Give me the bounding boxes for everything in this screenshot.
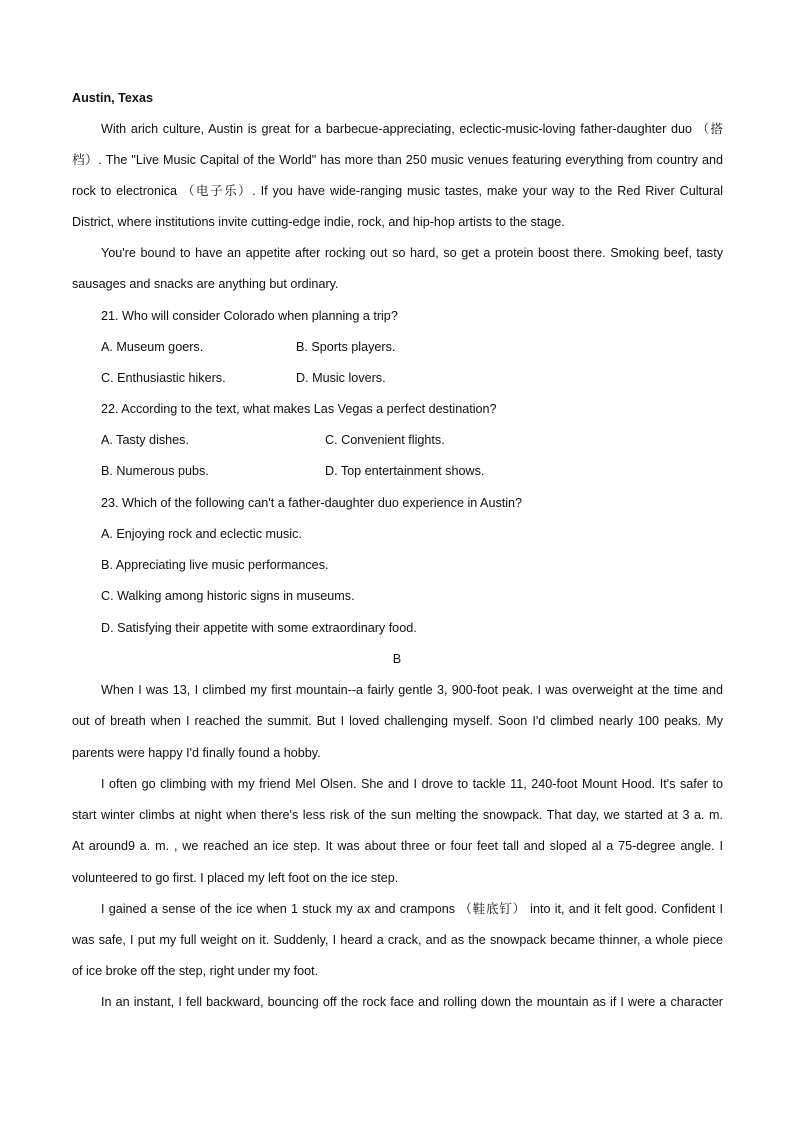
paragraph-line: out of breath when I reached the summit. But I loved challenging myself. Soon I'd climbed nearly 100 peaks. My bbox=[72, 714, 723, 728]
paragraph-line: 档）. The "Live Music Capital of the World" has more than 250 music venues featuring everything from country and bbox=[72, 153, 723, 167]
option-b: B. Appreciating live music performances. bbox=[101, 558, 329, 572]
paragraph-line: You're bound to have an appetite after rocking out so hard, so get a protein boost there. Smoking beef, tasty bbox=[101, 246, 723, 260]
paragraph-line: With arich culture, Austin is great for a barbecue-appreciating, eclectic-music-loving father-daughter duo （搭 bbox=[101, 122, 723, 136]
option-b: B. Numerous pubs. bbox=[101, 464, 209, 478]
option-c: C. Enthusiastic hikers. bbox=[101, 371, 226, 385]
question-stem: 21. Who will consider Colorado when planning a trip? bbox=[101, 309, 398, 323]
paragraph-line: start winter climbs at night when there's less risk of the sun melting the snowpack. That day, we started at 3 a. m. bbox=[72, 808, 723, 822]
paragraph-line: In an instant, I fell backward, bouncing off the rock face and rolling down the mountain as if I were a character bbox=[101, 995, 723, 1009]
paragraph-line: sausages and snacks are anything but ordinary. bbox=[72, 277, 339, 291]
option-c: C. Convenient flights. bbox=[325, 433, 445, 447]
option-c: C. Walking among historic signs in museums. bbox=[101, 589, 355, 603]
option-d: D. Music lovers. bbox=[296, 371, 386, 385]
option-d: D. Satisfying their appetite with some extraordinary food. bbox=[101, 621, 417, 635]
paragraph-line: was safe, I put my full weight on it. Suddenly, I heard a crack, and as the snowpack became thinner, a whole piece bbox=[72, 933, 723, 947]
paragraph-line: rock to electronica （电子乐）. If you have wide-ranging music tastes, make your way to the Red River Cultural bbox=[72, 184, 723, 198]
question-stem: 22. According to the text, what makes Las Vegas a perfect destination? bbox=[101, 402, 497, 416]
section-heading: Austin, Texas bbox=[72, 91, 153, 105]
paragraph-line: When I was 13, I climbed my first mountain--a fairly gentle 3, 900-foot peak. I was overweight at the time and bbox=[101, 683, 723, 697]
question-stem: 23. Which of the following can't a father-daughter duo experience in Austin? bbox=[101, 496, 523, 510]
option-b: B. Sports players. bbox=[296, 340, 396, 354]
paragraph-line: I gained a sense of the ice when 1 stuck my ax and crampons （鞋底钉） into it, and it felt good. Confident I bbox=[101, 902, 723, 916]
section-label: B bbox=[392, 652, 402, 666]
paragraph-line: volunteered to go first. I placed my left foot on the ice step. bbox=[72, 871, 399, 885]
paragraph-line: of ice broke off the step, right under my foot. bbox=[72, 964, 319, 978]
paragraph-line: parents were happy I'd finally found a hobby. bbox=[72, 746, 321, 760]
option-a: A. Museum goers. bbox=[101, 340, 204, 354]
paragraph-line: District, where institutions invite cutting-edge indie, rock, and hip-hop artists to the stage. bbox=[72, 215, 565, 229]
option-d: D. Top entertainment shows. bbox=[325, 464, 485, 478]
paragraph-line: I often go climbing with my friend Mel Olsen. She and I drove to tackle 11, 240-foot Mount Hood. It's safer to bbox=[101, 777, 723, 791]
option-a: A. Tasty dishes. bbox=[101, 433, 189, 447]
option-a: A. Enjoying rock and eclectic music. bbox=[101, 527, 302, 541]
paragraph-line: At around9 a. m. , we reached an ice step. It was about three or four feet tall and sloped al a 75-degree angle. I bbox=[72, 839, 723, 853]
